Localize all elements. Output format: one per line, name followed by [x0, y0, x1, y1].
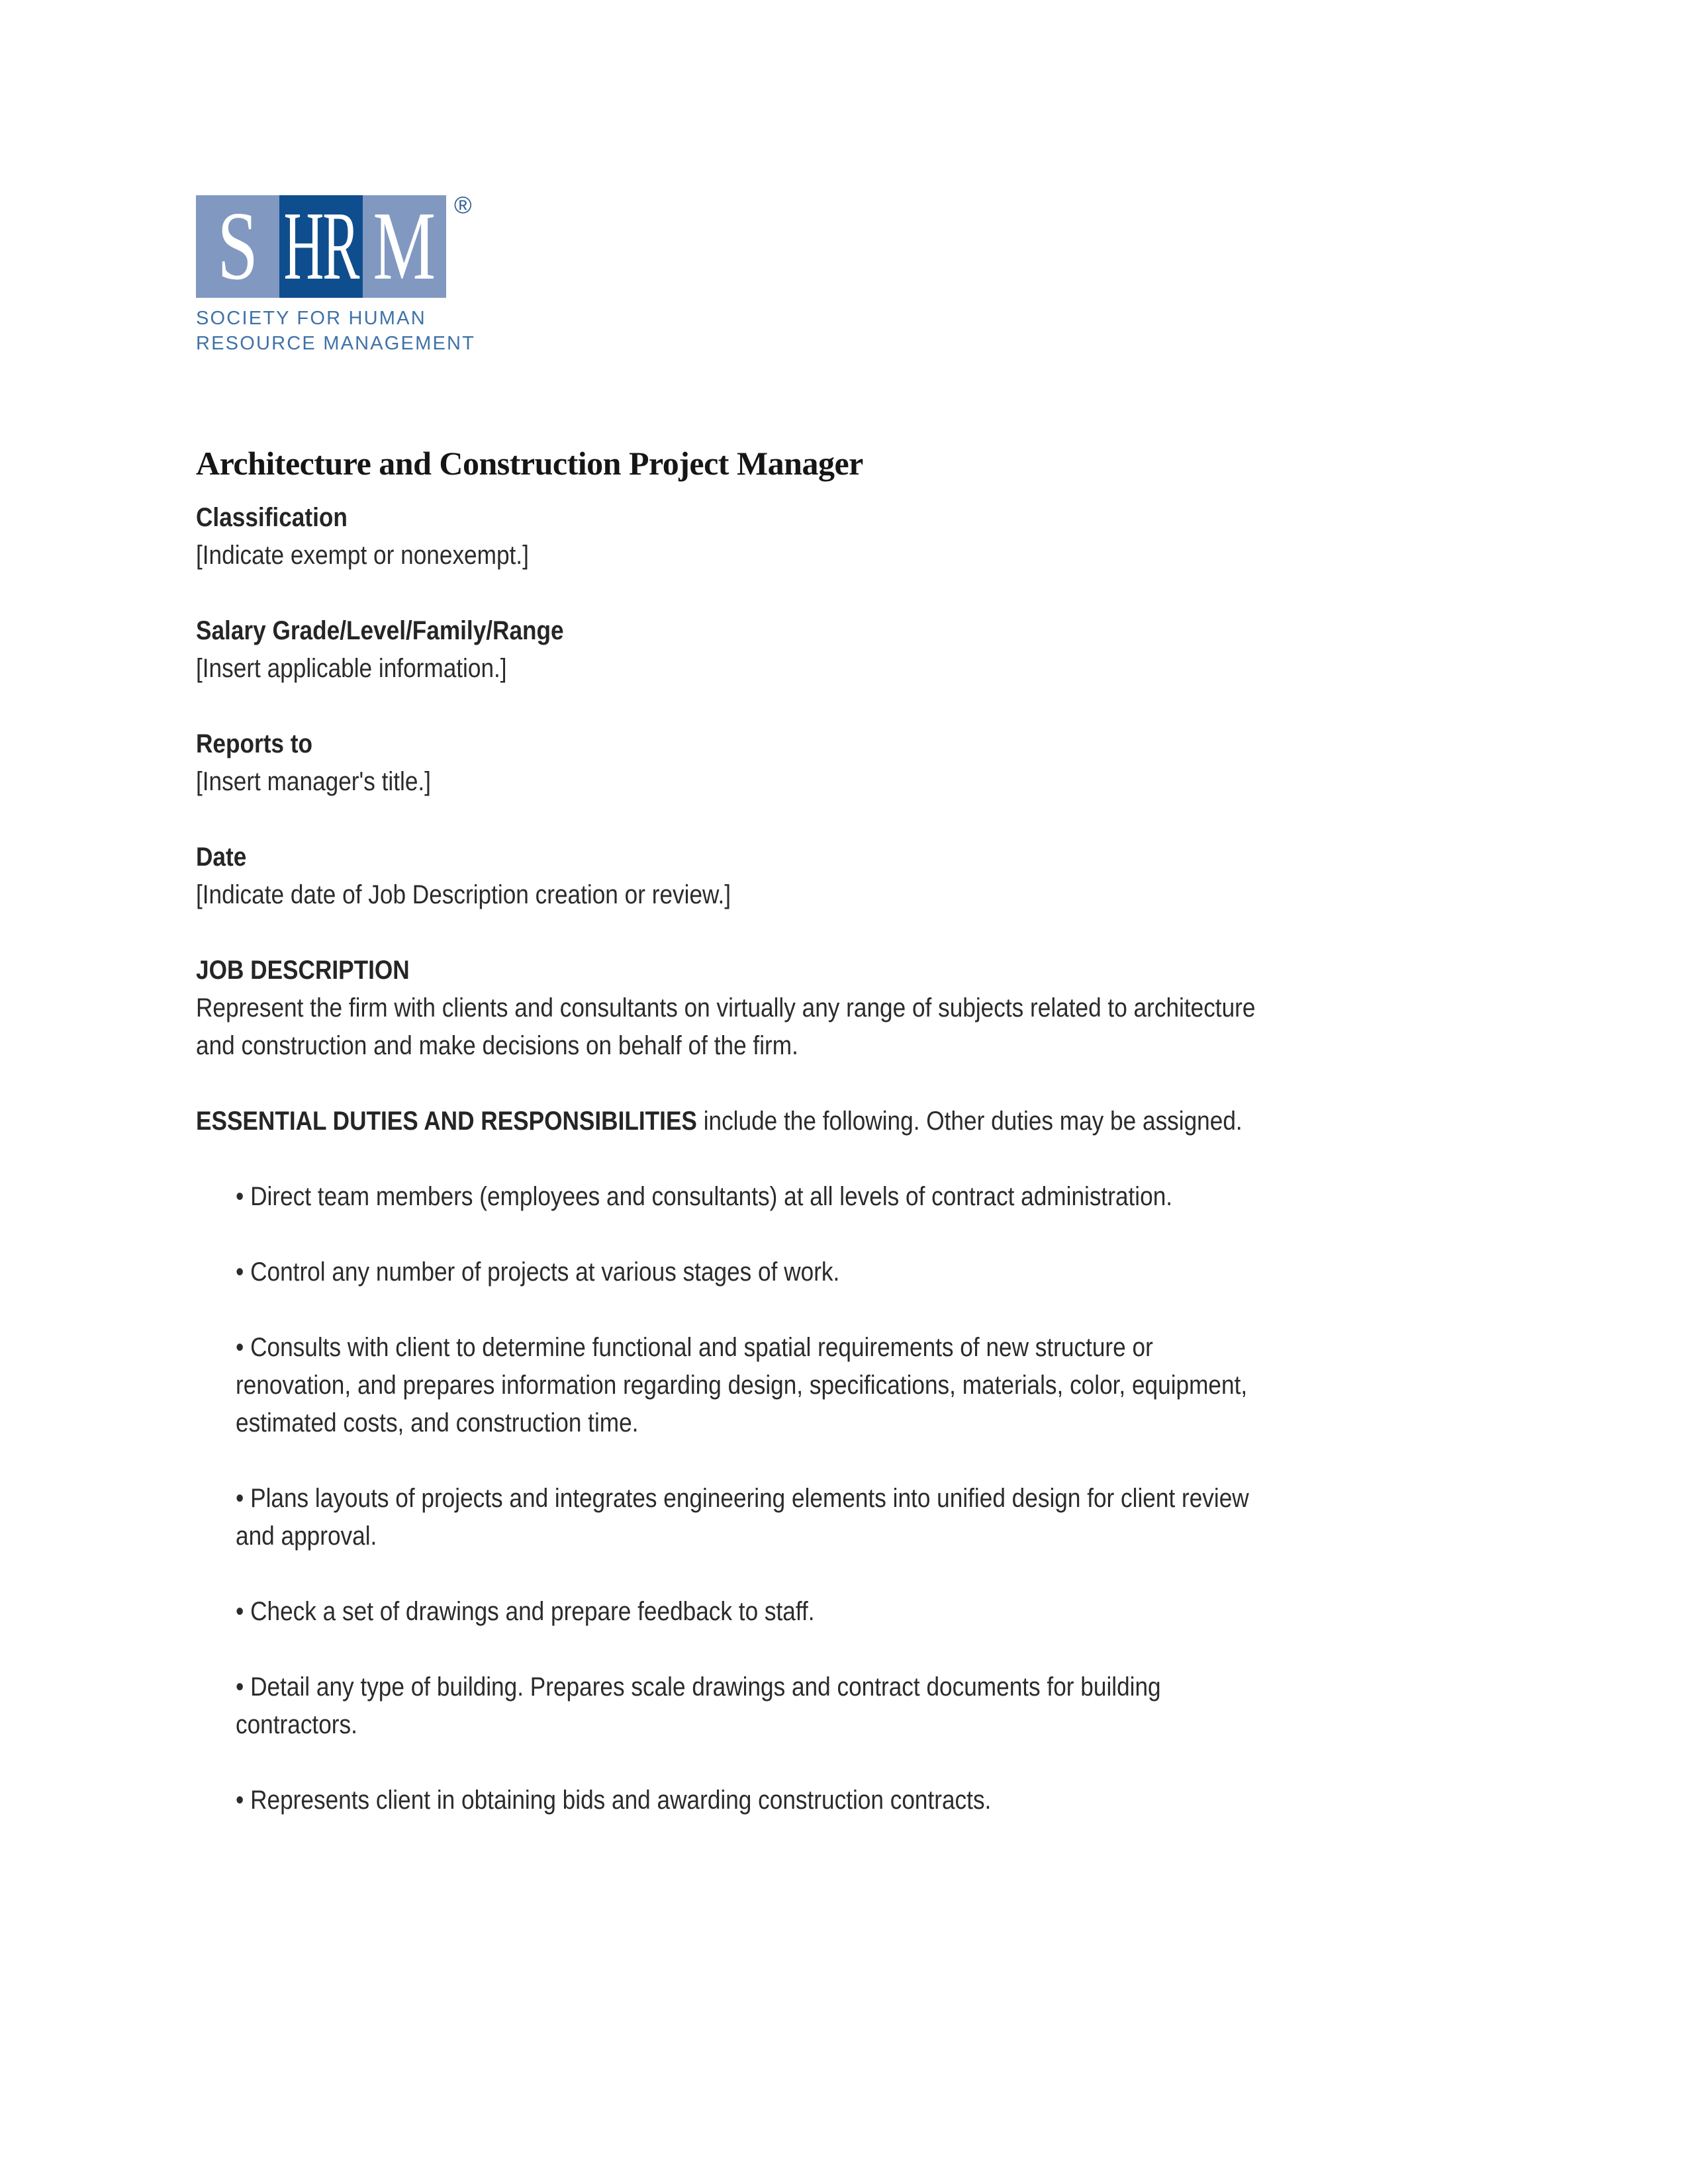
job-description-heading-text: JOB DESCRIPTION [196, 956, 410, 985]
page-title: Architecture and Construction Project Manager [196, 445, 863, 482]
shrm-logo-blocks [196, 191, 472, 298]
section-heading [196, 499, 1520, 537]
bullet-item-1 [196, 1178, 1520, 1216]
essential-duties-rest: include the following. Other duties may be assigned. [696, 1107, 1243, 1136]
bullet-line [236, 1593, 1520, 1631]
section-heading-text: Reports to [196, 729, 312, 758]
bullet-line [236, 1404, 1520, 1442]
bullet-line-text: • Check a set of drawings and prepare feedback to staff. [236, 1597, 815, 1626]
section-body-text: [Insert manager's title.] [196, 767, 431, 796]
document-body [196, 499, 1520, 1819]
bullet-line [236, 1367, 1520, 1404]
bullet-line-text: • Control any number of projects at various stages of work. [236, 1257, 840, 1287]
bullet-line-text: estimated costs, and construction time. [236, 1408, 639, 1437]
essential-duties-text [196, 1103, 1243, 1140]
bullet-line-text: and approval. [236, 1522, 377, 1551]
section-date [196, 839, 1520, 914]
job-description-heading [196, 952, 1520, 989]
document-content [196, 191, 1520, 1819]
tagline-line-2: RESOURCE MANAGEMENT [196, 333, 476, 354]
bullet-line [236, 1253, 1520, 1291]
shrm-logo [196, 191, 1520, 356]
bullet-line [236, 1782, 1520, 1819]
bullet-line [236, 1480, 1520, 1518]
section-body-text: [Indicate date of Job Description creation or review.] [196, 880, 731, 909]
bullet-line-text: • Detail any type of building. Prepares scale drawings and contract documents for building [236, 1672, 1161, 1702]
job-description-line-text: and construction and make decisions on behalf of the firm. [196, 1031, 798, 1060]
bullet-line [236, 1518, 1520, 1555]
bullet-line-text: • Direct team members (employees and consultants) at all levels of contract administration. [236, 1182, 1173, 1211]
section-salary-grade [196, 612, 1520, 688]
section-heading [196, 612, 1520, 650]
logo-letter-s: S [217, 195, 258, 298]
job-description-line [196, 989, 1520, 1027]
bullet-item-3 [196, 1329, 1520, 1442]
essential-duties-bold: ESSENTIAL DUTIES AND RESPONSIBILITIES [196, 1107, 697, 1136]
section-body [196, 650, 1520, 688]
logo-letter-hr: HR [283, 195, 359, 298]
logo-block-m [363, 195, 446, 298]
logo-letter-m: M [373, 195, 436, 298]
tagline-line-1: SOCIETY FOR HUMAN [196, 308, 426, 329]
section-classification [196, 499, 1520, 574]
bullet-item-4 [196, 1480, 1520, 1555]
section-reports-to [196, 725, 1520, 801]
bullet-item-2 [196, 1253, 1520, 1291]
shrm-tagline [196, 306, 1520, 356]
bullet-line-text: • Consults with client to determine functional and spatial requirements of new structure or [236, 1333, 1153, 1362]
section-heading-text: Salary Grade/Level/Family/Range [196, 616, 564, 645]
bullet-line [236, 1668, 1520, 1706]
section-body [196, 537, 1520, 574]
section-body-text: [Insert applicable information.] [196, 654, 507, 683]
section-body [196, 876, 1520, 914]
bullet-line [236, 1178, 1520, 1216]
bullet-item-6 [196, 1668, 1520, 1744]
job-description-line-text: Represent the firm with clients and consultants on virtually any range of subjects related to architecture [196, 993, 1256, 1023]
section-essential-duties [196, 1103, 1520, 1140]
bullet-line [236, 1706, 1520, 1744]
section-job-description [196, 952, 1520, 1065]
bullet-line-text: renovation, and prepares information regarding design, specifications, materials, color, equipment, [236, 1371, 1248, 1400]
section-heading [196, 725, 1520, 763]
bullet-item-5 [196, 1593, 1520, 1631]
essential-duties-line [196, 1103, 1520, 1140]
logo-block-hr [279, 195, 363, 298]
registered-trademark-icon: ® [454, 191, 472, 218]
bullet-line-text: • Plans layouts of projects and integrates engineering elements into unified design for client review [236, 1484, 1249, 1513]
job-description-line [196, 1027, 1520, 1065]
section-body-text: [Indicate exempt or nonexempt.] [196, 541, 529, 570]
bullet-line [236, 1329, 1520, 1367]
bullet-item-7 [196, 1782, 1520, 1819]
bullet-line-text: • Represents client in obtaining bids and awarding construction contracts. [236, 1786, 992, 1815]
section-heading-text: Date [196, 842, 247, 872]
bullet-line-text: contractors. [236, 1710, 357, 1739]
section-body [196, 763, 1520, 801]
section-heading-text: Classification [196, 503, 348, 532]
logo-block-s [196, 195, 279, 298]
section-heading [196, 839, 1520, 876]
